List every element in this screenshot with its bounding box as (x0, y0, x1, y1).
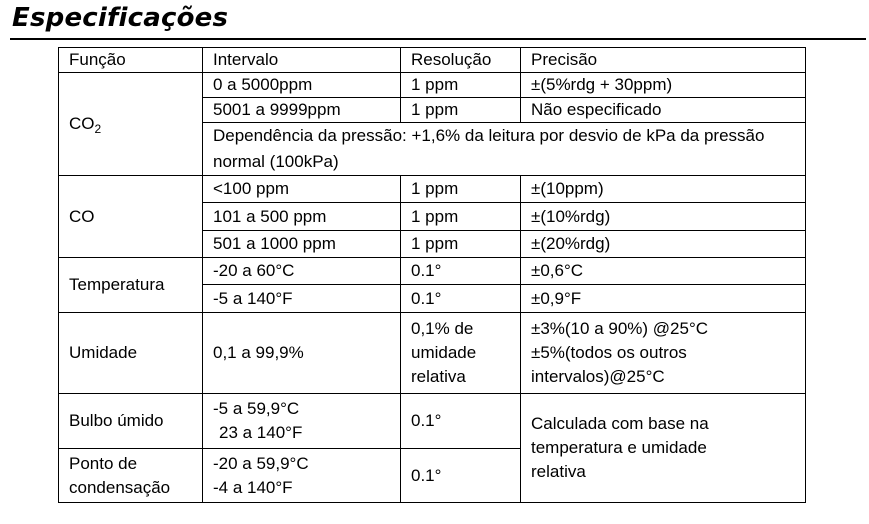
co-row2-intervalo: 101 a 500 ppm (203, 203, 401, 231)
co2-row2-precisao: Não especificado (521, 98, 806, 123)
header-resolucao: Resolução (401, 48, 521, 73)
table-row (59, 176, 806, 203)
co2-subscript: 2 (94, 121, 102, 136)
co2-row2-resolucao: 1 ppm (401, 98, 521, 123)
shared-precisao-line: temperatura e umidade (531, 438, 707, 457)
shared-precisao (521, 394, 806, 503)
bulbo-intervalo (203, 394, 401, 449)
co2-label: CO (69, 113, 95, 133)
co2-row1-precisao: ±(5%rdg + 30ppm) (521, 73, 806, 98)
umidade-precisao (521, 313, 806, 394)
page-title: Especificações (12, 3, 229, 33)
temperatura-row2-precisao: ±0,9°F (521, 285, 806, 313)
co-row3-resolucao: 1 ppm (401, 231, 521, 258)
specifications-table (58, 47, 806, 503)
bulbo-intervalo-line: -5 a 59,9°C (213, 399, 300, 418)
umidade-label: Umidade (59, 313, 203, 394)
table-row (59, 258, 806, 285)
co2-row1-resolucao: 1 ppm (401, 73, 521, 98)
table-row (59, 73, 806, 98)
co-row1-resolucao: 1 ppm (401, 176, 521, 203)
co-row3-intervalo: 501 a 1000 ppm (203, 231, 401, 258)
co-row1-intervalo: <100 ppm (203, 176, 401, 203)
co-row1-precisao: ±(10ppm) (521, 176, 806, 203)
umidade-resolucao (401, 313, 521, 394)
bulbo-label: Bulbo úmido (59, 394, 203, 449)
temperatura-row1-resolucao: 0.1° (401, 258, 521, 285)
temperatura-label: Temperatura (59, 258, 203, 313)
umidade-precisao-line: intervalos)@25°C (531, 367, 665, 386)
temperatura-row2-resolucao: 0.1° (401, 285, 521, 313)
umidade-resolucao-line: umidade (411, 343, 477, 362)
co-row2-resolucao: 1 ppm (401, 203, 521, 231)
umidade-resolucao-line: 0,1% de (411, 319, 474, 338)
shared-precisao-line: relativa (531, 462, 586, 481)
co-row3-precisao: ±(20%rdg) (521, 231, 806, 258)
temperatura-row1-precisao: ±0,6°C (521, 258, 806, 285)
ponto-label-line: Ponto de (69, 453, 138, 473)
co2-row1-intervalo: 0 a 5000ppm (203, 73, 401, 98)
ponto-resolucao: 0.1° (401, 449, 521, 503)
header-intervalo: Intervalo (203, 48, 401, 73)
co2-pressure-note: Dependência da pressão: +1,6% da leitura por desvio de kPa da pressão normal (100kPa) (203, 123, 806, 176)
ponto-label-line: condensação (69, 477, 171, 497)
table-row (59, 394, 806, 449)
temperatura-row2-intervalo: -5 a 140°F (203, 285, 401, 313)
shared-precisao-line: Calculada com base na (531, 414, 709, 433)
umidade-intervalo: 0,1 a 99,9% (203, 313, 401, 394)
ponto-label (59, 449, 203, 503)
co-row2-precisao: ±(10%rdg) (521, 203, 806, 231)
bulbo-resolucao: 0.1° (401, 394, 521, 449)
table-row (59, 313, 806, 394)
header-funcao: Função (59, 48, 203, 73)
table-header-row (59, 48, 806, 73)
umidade-precisao-line: ±3%(10 a 90%) @25°C (531, 319, 709, 338)
co2-row2-intervalo: 5001 a 9999ppm (203, 98, 401, 123)
ponto-intervalo (203, 449, 401, 503)
title-underline (10, 38, 866, 40)
header-precisao: Precisão (521, 48, 806, 73)
ponto-intervalo-line: -20 a 59,9°C (213, 453, 309, 473)
umidade-resolucao-line: relativa (411, 367, 466, 386)
ponto-intervalo-line: -4 a 140°F (213, 477, 293, 497)
umidade-precisao-line: ±5%(todos os outros (531, 343, 687, 362)
bulbo-intervalo-line: 23 a 140°F (219, 423, 303, 442)
co2-label-cell (59, 73, 203, 176)
temperatura-row1-intervalo: -20 a 60°C (203, 258, 401, 285)
co-label: CO (59, 176, 203, 258)
